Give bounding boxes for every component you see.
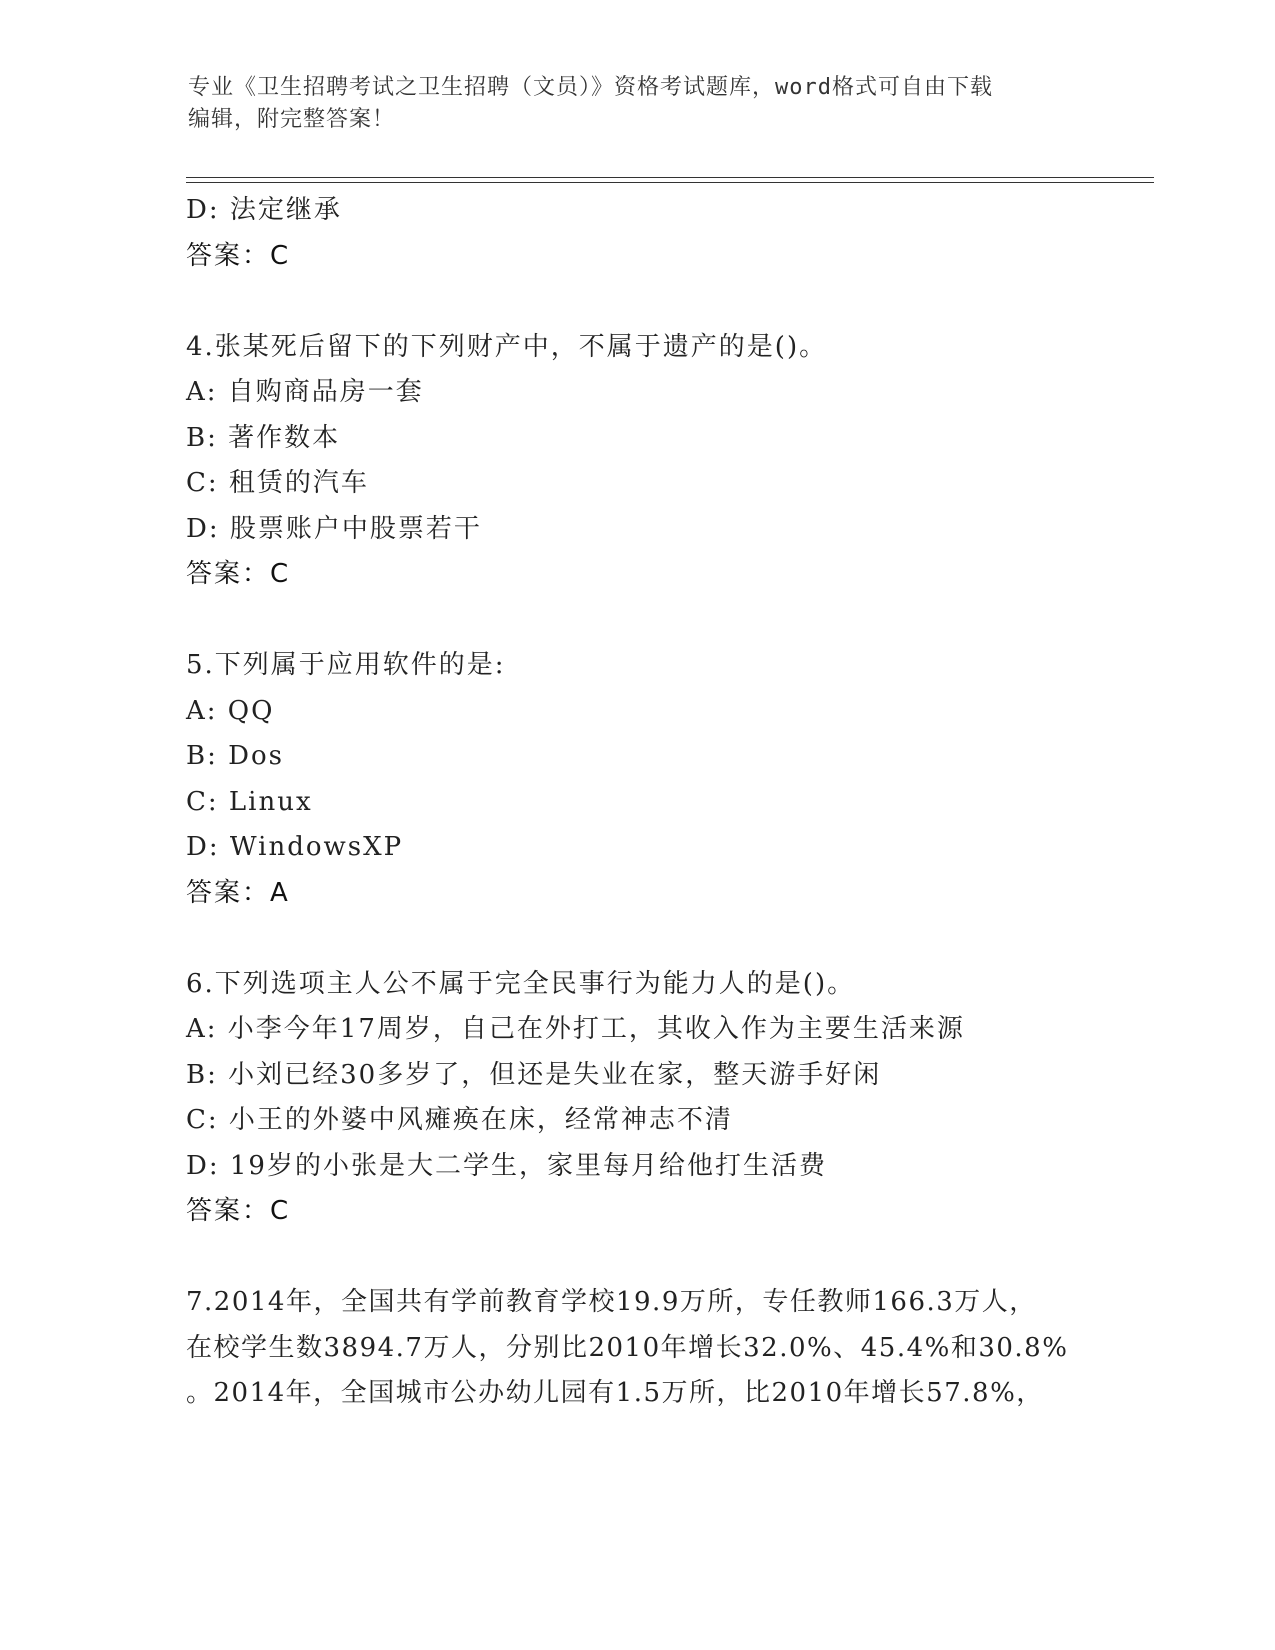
header-divider-bottom	[186, 182, 1154, 183]
spacer	[186, 916, 1086, 962]
spacer	[186, 279, 1086, 325]
spacer	[186, 1235, 1086, 1281]
question-5	[186, 643, 1086, 916]
question-text: 6.下列选项主人公不属于完全民事行为能力人的是()。	[186, 968, 856, 999]
option-a: A: QQ	[186, 695, 275, 726]
question-7	[186, 1280, 1086, 1417]
option-b: B: 小刘已经30多岁了，但还是失业在家，整天游手好闲	[186, 1059, 882, 1090]
question-text-line-3: 。2014年，全国城市公办幼儿园有1.5万所，比2010年增长57.8%，	[186, 1378, 1044, 1408]
question-3-tail	[186, 188, 1086, 279]
answer: 答案：C	[186, 559, 291, 589]
answer: 答案：C	[186, 1196, 291, 1226]
document-header	[188, 72, 1068, 136]
document-body	[186, 188, 1086, 1417]
question-6	[186, 962, 1086, 1235]
header-line-2: 编辑，附完整答案！	[188, 107, 396, 132]
question-text-line-2: 在校学生数3894.7万人，分别比2010年增长32.0%、45.4%和30.8%	[186, 1332, 1069, 1363]
option-c: C: 小王的外婆中风瘫痪在床，经常神志不清	[186, 1105, 733, 1135]
spacer	[186, 598, 1086, 644]
option-c: C: Linux	[186, 786, 313, 817]
option-a: A: 自购商品房一套	[186, 377, 424, 407]
option-b: B: 著作数本	[186, 422, 341, 453]
option-c: C: 租赁的汽车	[186, 468, 369, 498]
header-divider-top	[186, 177, 1154, 178]
option-d: D: 法定继承	[186, 195, 342, 225]
option-d: D: WindowsXP	[186, 832, 404, 862]
answer: 答案：A	[186, 877, 290, 908]
question-4	[186, 325, 1086, 598]
option-a: A: 小李今年17周岁，自己在外打工，其收入作为主要生活来源	[186, 1014, 965, 1044]
answer: 答案：C	[186, 240, 291, 271]
question-text-line-1: 7.2014年，全国共有学前教育学校19.9万所，专任教师166.3万人，	[186, 1287, 1037, 1317]
question-text: 5.下列属于应用软件的是:	[186, 650, 506, 680]
question-text: 4.张某死后留下的下列财产中，不属于遗产的是()。	[186, 331, 828, 362]
option-d: D: 股票账户中股票若干	[186, 513, 482, 544]
header-line-1: 专业《卫生招聘考试之卫生招聘（文员）》资格考试题库，word格式可自由下载	[188, 75, 993, 100]
option-d: D: 19岁的小张是大二学生，家里每月给他打生活费	[186, 1150, 827, 1181]
option-b: B: Dos	[186, 741, 284, 771]
